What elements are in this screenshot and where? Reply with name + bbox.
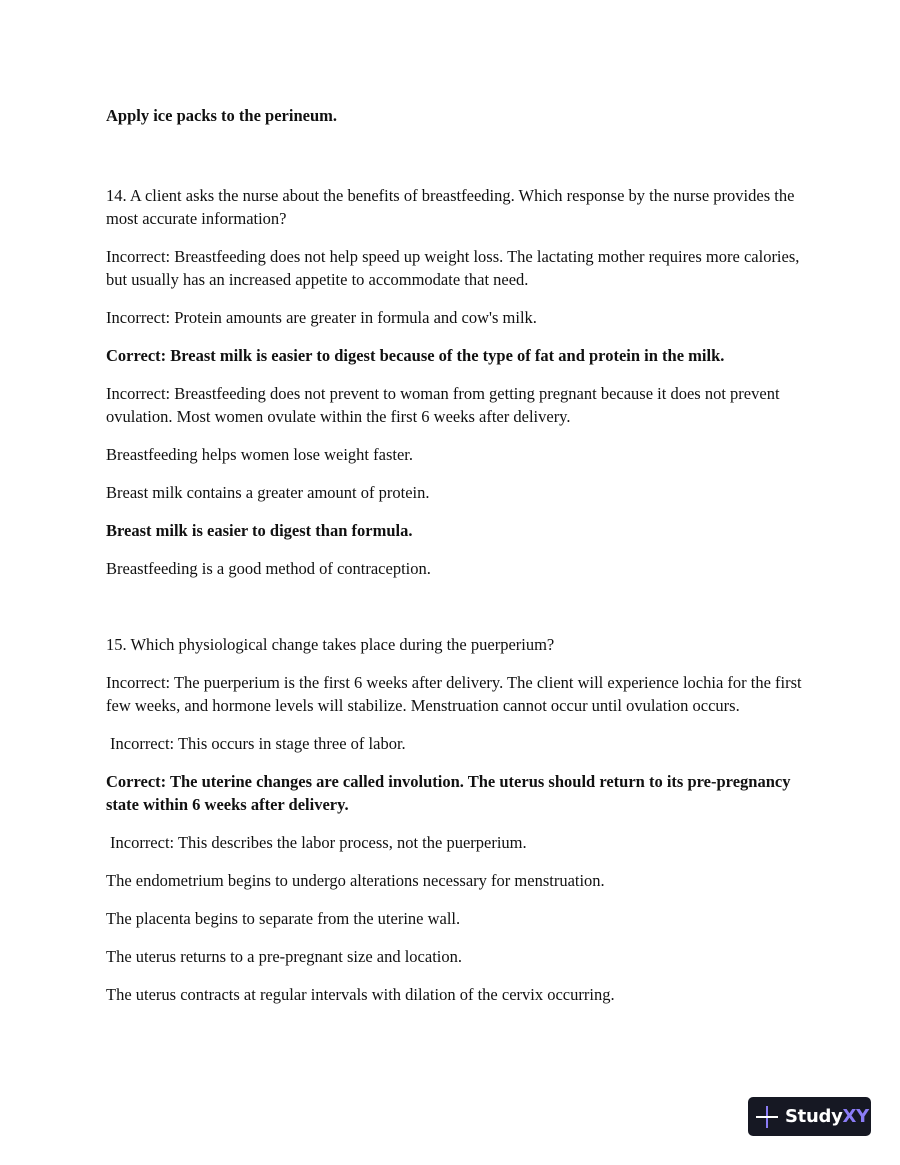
question-15: 15. Which physiological change takes place during the puerperium? [106, 635, 555, 654]
answer-option: The uterus contracts at regular intervals with dilation of the cervix occurring. [106, 985, 615, 1004]
rationale-incorrect: Incorrect: This occurs in stage three of labor. [110, 734, 406, 753]
plus-icon [756, 1106, 778, 1128]
logo-text-accent: XY [842, 1106, 869, 1127]
answer-option: The placenta begins to separate from the uterine wall. [106, 909, 461, 928]
rationale-incorrect: Incorrect: Breastfeeding does not prevent to woman from getting pregnant because it does not prevent ovulation. Most women ovulate within the first 6 weeks after delivery. [106, 384, 780, 426]
document-page [106, 104, 806, 1021]
logo-text [785, 1106, 869, 1127]
answer-option: Breastfeeding is a good method of contraception. [106, 559, 431, 578]
answer-option: Breast milk contains a greater amount of protein. [106, 483, 430, 502]
rationale-correct: Correct: The uterine changes are called involution. The uterus should return to its pre-pregnancy state within 6 weeks after delivery. [106, 772, 791, 814]
question-14: 14. A client asks the nurse about the benefits of breastfeeding. Which response by the nurse provides the most accurate information? [106, 186, 795, 228]
answer-option-correct: Breast milk is easier to digest than formula. [106, 521, 413, 540]
answer-option: The uterus returns to a pre-pregnant size and location. [106, 947, 462, 966]
logo-text-main: Study [785, 1106, 843, 1127]
answer-option: The endometrium begins to undergo alterations necessary for menstruation. [106, 871, 605, 890]
studyxy-logo [748, 1097, 871, 1136]
rationale-incorrect: Incorrect: This describes the labor process, not the puerperium. [110, 833, 527, 852]
rationale-incorrect: Incorrect: The puerperium is the first 6 weeks after delivery. The client will experience lochia for the first few weeks, and hormone levels will stabilize. Menstruation cannot occur until ovulation occurs. [106, 673, 802, 715]
section-spacer [106, 595, 806, 633]
section-spacer [106, 142, 806, 184]
answer-option: Breastfeeding helps women lose weight faster. [106, 445, 413, 464]
rationale-correct: Correct: Breast milk is easier to digest because of the type of fat and protein in the milk. [106, 346, 725, 365]
rationale-incorrect: Incorrect: Breastfeeding does not help speed up weight loss. The lactating mother requires more calories, but usually has an increased appetite to accommodate that need. [106, 247, 800, 289]
rationale-incorrect: Incorrect: Protein amounts are greater in formula and cow's milk. [106, 308, 537, 327]
answer-ice-packs: Apply ice packs to the perineum. [106, 106, 337, 125]
